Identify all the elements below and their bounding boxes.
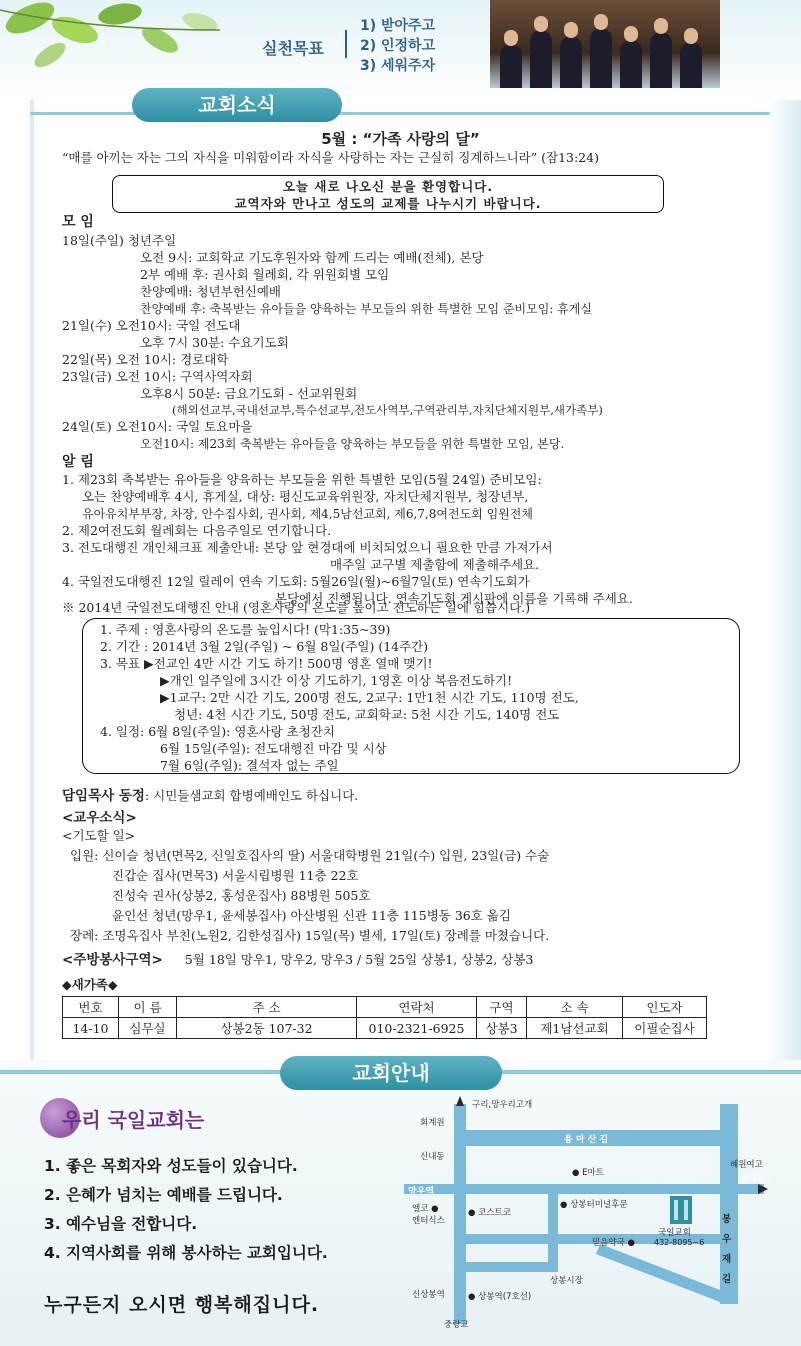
map-label: 엔터식스 bbox=[412, 1216, 445, 1226]
table-cell: 상봉3 bbox=[477, 1018, 527, 1039]
campaign-line: ▶1교구: 2만 시간 기도, 200명 전도, 2교구: 1만1천 시간 기도, 110명 전도, bbox=[160, 690, 579, 705]
table-header-row bbox=[63, 997, 707, 1018]
goal-item: 2) 인정하고 bbox=[360, 38, 436, 54]
map-label: 신상봉역 bbox=[412, 1290, 445, 1300]
meeting-line: 2부 예배 후: 권사회 월례회, 각 위원회별 모임 bbox=[140, 267, 390, 282]
leaves-decoration bbox=[0, 0, 240, 80]
meeting-line: 22일(목) 오전 10시: 경로대학 bbox=[62, 352, 229, 367]
table-cell: 심무실 bbox=[119, 1018, 177, 1039]
table-cell: 14-10 bbox=[63, 1018, 119, 1039]
map-label: 혜원여고 bbox=[730, 1160, 763, 1170]
meeting-line: 찬양예배 후: 축복받는 유아들을 양육하는 부모들의 위한 특별한 모임 준비모임: 휴게실 bbox=[140, 302, 592, 316]
notice-line: 매주일 교구별 제출함에 제출해주세요. bbox=[330, 557, 540, 572]
table-header-cell: 연락처 bbox=[357, 997, 477, 1018]
meeting-line: (해외선교부,국내선교부,특수선교부,전도사역부,구역관리부,자치단체지원부,새가족부) bbox=[172, 403, 603, 417]
kitchen-text: 5월 18일 망우1, 망우2, 망우3 / 5월 25일 상봉1, 상봉2, 상봉3 bbox=[184, 952, 534, 967]
meeting-line: 오전 9시: 교회학교 기도후원자와 함께 드리는 예배(전체), 본당 bbox=[140, 250, 484, 265]
notice-line: ※ 2014년 국일전도대행진 안내 (영혼사랑의 온도를 높이고 전도하는 일에 힘씁시다.) bbox=[62, 600, 531, 615]
meeting-line: 21일(수) 오전10시: 국일 전도대 bbox=[62, 318, 241, 333]
map-road-label: 봉 우 재 길 bbox=[722, 1214, 732, 1285]
map-label: 중랑교 bbox=[444, 1320, 469, 1330]
map-label: 구리,망우리고개 bbox=[472, 1100, 533, 1110]
map-label: 상봉시장 bbox=[550, 1276, 583, 1286]
guide-item: 4. 지역사회를 위해 봉사하는 교회입니다. bbox=[44, 1244, 328, 1262]
notice-line: 3. 전도대행진 개인체크표 제출안내: 본당 앞 현경대에 비치되었으니 필요한 만큼 가져가서 bbox=[62, 540, 553, 555]
goal-list bbox=[360, 16, 435, 76]
campaign-line: 7월 6일(주일): 결석자 없는 주일 bbox=[160, 758, 339, 773]
table-header-cell: 번호 bbox=[63, 997, 119, 1018]
church-phone: 432-8095~6 bbox=[654, 1238, 705, 1247]
notice-line: 유아유치부부장, 차장, 안수집사회, 권사회, 제4,5남선교회, 제6,7,8여전도회 임원전체 bbox=[82, 507, 533, 521]
map-label: ● 상봉역(7호선) bbox=[468, 1292, 532, 1302]
meeting-line: 24일(토) 오전10시: 국일 토요마을 bbox=[62, 419, 253, 434]
guide-section-title: 교회안내 bbox=[280, 1056, 502, 1090]
map-road-label: 중곡동→ bbox=[742, 1175, 772, 1184]
map-label: 엘코 ● bbox=[412, 1204, 439, 1214]
welcome-line: 교역자와 만나고 성도의 교제를 나누시기 바랍니다. bbox=[234, 196, 542, 211]
table-cell: 상봉2동 107-32 bbox=[177, 1018, 357, 1039]
map-label: 신내동 bbox=[420, 1152, 445, 1162]
map-road-label: 용 마 산 길 bbox=[564, 1135, 609, 1145]
table-cell: 010-2321-6925 bbox=[357, 1018, 477, 1039]
members-heading: <교우소식> bbox=[62, 810, 137, 826]
notice-line: 4. 국일전도대행진 12일 릴레이 연속 기도회: 5월26일(월)~6월7일(토) 연속기도회가 bbox=[62, 574, 530, 589]
campaign-line: 6월 15일(주일): 전도대행진 마감 및 시상 bbox=[160, 741, 387, 756]
map-label: 회계원 bbox=[420, 1118, 445, 1128]
church-map-label: 국일교회 bbox=[658, 1228, 691, 1238]
notice-line: 2. 제2여전도회 월례회는 다음주일로 연기합니다. bbox=[62, 523, 332, 538]
goal-divider bbox=[345, 30, 347, 58]
meeting-line: 오후8시 50분: 금요기도회 - 선교위원회 bbox=[140, 386, 358, 401]
meetings-heading: 모 임 bbox=[62, 214, 94, 230]
goal-item: 3) 세워주자 bbox=[360, 58, 436, 74]
welcome-line: 오늘 새로 나오신 분을 환영합니다. bbox=[282, 179, 494, 194]
guide-item: 2. 은혜가 넘치는 예배를 드립니다. bbox=[44, 1186, 283, 1204]
choir-photo bbox=[490, 0, 720, 88]
member-line: 장례: 조명옥집사 부친(노원2, 김한성집사) 15일(목) 별세, 17일(토) 장례를 마쳤습니다. bbox=[70, 928, 550, 943]
table-header-cell: 주 소 bbox=[177, 997, 357, 1018]
meeting-line: 오후 7시 30분: 수요기도회 bbox=[140, 335, 289, 350]
notice-line: 오는 찬양예배후 4시, 휴게실, 대상: 평신도교육위원장, 자치단체지원부, 청장년부, bbox=[82, 489, 529, 504]
notice-line: 본당에서 진행됩니다. 연속기도회 게시판에 이름을 기록해 주세요. bbox=[275, 591, 633, 606]
guide-item: 3. 예수님을 전합니다. bbox=[44, 1215, 198, 1233]
notices-heading: 알 림 bbox=[62, 454, 94, 470]
members-sub: <기도할 일> bbox=[62, 828, 136, 843]
campaign-line: 청년: 4천 시간 기도, 50명 전도, 교회학교: 5천 시간 기도, 140명 전도 bbox=[174, 707, 560, 722]
month-title: 5월 : “가족 사랑의 달” bbox=[321, 130, 480, 148]
table-cell: 제1남선교회 bbox=[527, 1018, 623, 1039]
kitchen-service bbox=[62, 952, 533, 968]
meeting-line: 오전10시: 제23회 축복받는 유아들을 양육하는 부모들을 위한 특별한 모임, 본당. bbox=[140, 437, 565, 451]
table-header-cell: 소 속 bbox=[527, 997, 623, 1018]
pastor-label: 담임목사 동정 bbox=[62, 788, 145, 804]
new-family-heading: ◆새가족◆ bbox=[62, 977, 118, 992]
member-line: 윤인선 청년(망우1, 윤세봉집사) 아산병원 신관 11층 115병동 36호 옮김 bbox=[112, 908, 511, 923]
member-line: 진갑순 집사(면목3) 서울시립병원 11층 22호 bbox=[112, 868, 359, 883]
meeting-line: 18일(주일) 청년주일 bbox=[62, 233, 177, 248]
member-line: 진성숙 권사(상봉2, 홍성운집사) 88병원 505호 bbox=[112, 888, 371, 903]
table-header-cell: 인도자 bbox=[623, 997, 707, 1018]
campaign-line: 3. 목표 ▶전교인 4만 시간 기도 하기! 500명 영혼 열매 맺기! bbox=[100, 656, 433, 671]
goal-label: 실천목표 bbox=[262, 39, 324, 58]
table-header-cell: 이 름 bbox=[119, 997, 177, 1018]
table-header-cell: 구역 bbox=[477, 997, 527, 1018]
goal-item: 1) 받아주고 bbox=[360, 18, 436, 34]
map-label: ● E마트 bbox=[572, 1168, 604, 1178]
meeting-line: 찬양예배: 청년부헌신예배 bbox=[140, 284, 282, 299]
header bbox=[0, 0, 801, 100]
map-road-label: 망우역 bbox=[408, 1187, 435, 1197]
map-label: ● 코스트코 bbox=[468, 1208, 511, 1218]
guide-list bbox=[44, 1152, 328, 1268]
pastor-news bbox=[62, 788, 358, 804]
verse: “매를 아끼는 자는 그의 자식을 미워함이라 자식을 사랑하는 자는 근실히 징계하느니라” (잠13:24) bbox=[62, 150, 599, 165]
guide-slogan: 누구든지 오시면 행복해집니다. bbox=[44, 1294, 320, 1316]
table-cell: 이필순집사 bbox=[623, 1018, 707, 1039]
welcome-box bbox=[112, 175, 664, 213]
church-title-text: 우리 국일교회는 bbox=[62, 1108, 205, 1132]
pastor-text: : 시민들샘교회 합병예배인도 하십니다. bbox=[144, 788, 359, 803]
kitchen-label: <주방봉사구역> bbox=[62, 952, 163, 968]
meeting-line: 23일(금) 오전 10시: 구역사역자회 bbox=[62, 369, 253, 384]
notice-line: 1. 제23회 축복받는 유아들을 양육하는 부모들을 위한 특별한 모임(5월 24일) 준비모임: bbox=[62, 472, 542, 487]
map-label: 믿음약국 ● bbox=[592, 1238, 635, 1248]
member-line: 입원: 신이슬 청년(면목2, 신일호집사의 딸) 서울대학병원 21일(수) 입원, 23일(금) 수술 bbox=[70, 848, 550, 863]
map-roads bbox=[404, 1094, 776, 1330]
campaign-line: ▶개인 일주일에 3시간 이상 기도하기, 1영혼 이상 복음전도하기! bbox=[160, 673, 513, 688]
campaign-line: 2. 기간 : 2014년 3월 2일(주일) ~ 6월 8일(주일) (14주간) bbox=[100, 639, 429, 654]
new-family-table bbox=[62, 996, 707, 1039]
campaign-line: 4. 일정: 6월 8일(주일): 영혼사랑 초청잔치 bbox=[100, 724, 335, 739]
map-label: ● 상봉터미널후문 bbox=[560, 1200, 628, 1210]
news-section-title: 교회소식 bbox=[132, 88, 342, 122]
frame-right bbox=[767, 100, 801, 1060]
location-map bbox=[404, 1094, 776, 1330]
table-row bbox=[63, 1018, 707, 1039]
guide-item: 1. 좋은 목회자와 성도들이 있습니다. bbox=[44, 1157, 298, 1175]
frame-left bbox=[30, 100, 34, 1060]
campaign-line: 1. 주제 : 영혼사랑의 온도를 높입시다! (막1:35~39) bbox=[100, 622, 391, 637]
